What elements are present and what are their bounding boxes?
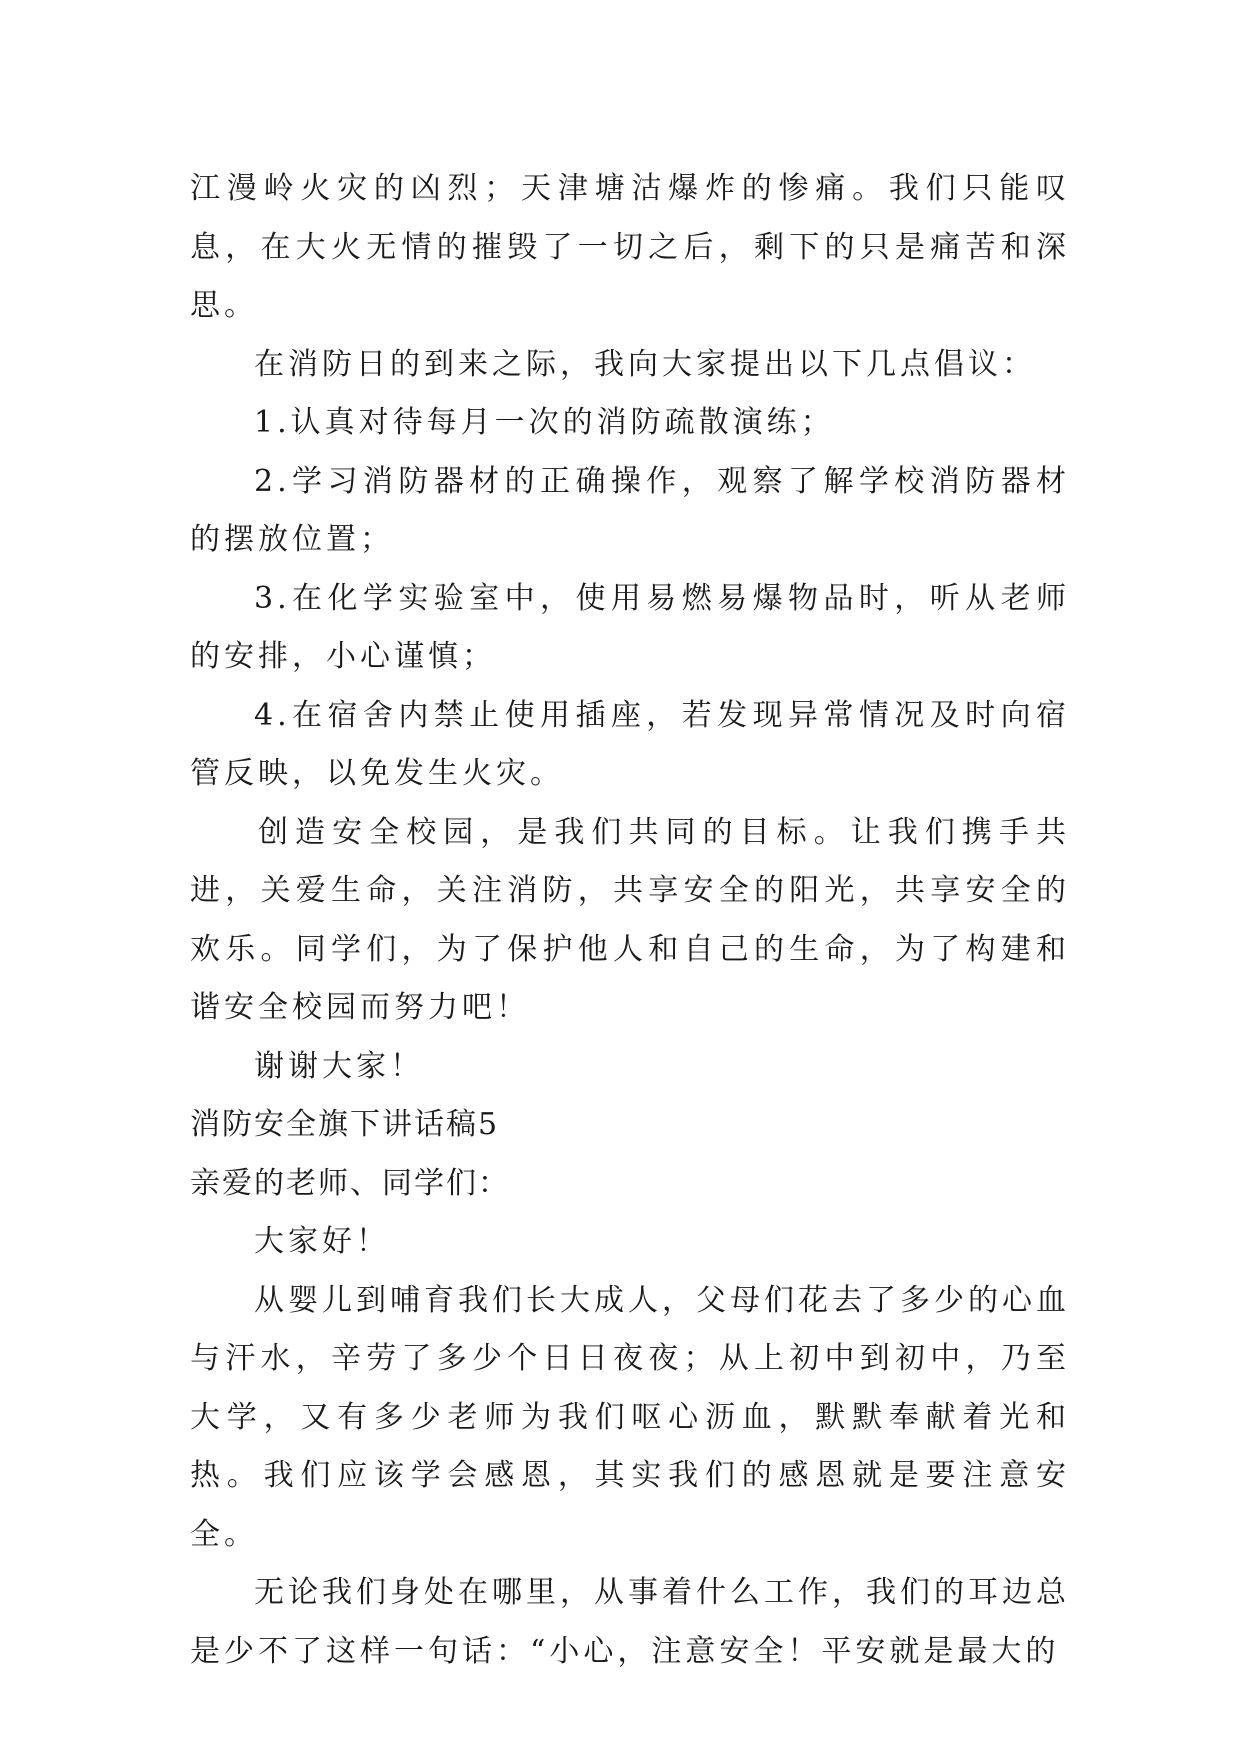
paragraph-thanks: 谢谢大家！ (254, 1048, 424, 1084)
document-body (190, 160, 1070, 1681)
list-item-2: 2.学习消防器材的正确操作，观察了解学校消防器材的摆放位置； (190, 463, 1070, 557)
list-item-1: 1.认真对待每月一次的消防疏散演练； (254, 405, 835, 440)
paragraph-proposal-intro: 在消防日的到来之际，我向大家提出以下几点倡议： (254, 346, 1036, 382)
salutation: 亲爱的老师、同学们： (190, 1165, 510, 1201)
paragraph-gratitude: 从婴儿到哺育我们长大成人，父母们花去了多少的心血与汗水，辛劳了多少个日日夜夜；从上初中到初中，乃至大学，又有多少老师为我们呕心沥血，默默奉献着光和热。我们应该学会感恩，其实我们的感恩就是要注意安全。 (190, 1282, 1070, 1552)
list-item-3: 3.在化学实验室中，使用易燃易爆物品时，听从老师的安排，小心谨慎； (190, 580, 1070, 674)
paragraph-fire-disasters: 江漫岭火灾的凶烈；天津塘沽爆炸的惨痛。我们只能叹息，在大火无情的摧毁了一切之后，剩下的只是痛苦和深思。 (190, 171, 1070, 323)
list-item-4: 4.在宿舍内禁止使用插座，若发现异常情况及时向宿管反映，以免发生火灾。 (190, 697, 1070, 791)
paragraph-safety-reminder: 无论我们身处在哪里，从事着什么工作，我们的耳边总是少不了这样一句话：“小心，注意安全！平安就是最大的 (190, 1575, 1070, 1669)
paragraph-safe-campus: 创造安全校园，是我们共同的目标。让我们携手共进，关爱生命，关注消防，共享安全的阳光，共享安全的欢乐。同学们，为了保护他人和自己的生命，为了构建和谐安全校园而努力吧！ (190, 814, 1070, 1025)
section-title: 消防安全旗下讲话稿5 (190, 1107, 500, 1142)
greeting: 大家好！ (254, 1224, 390, 1259)
